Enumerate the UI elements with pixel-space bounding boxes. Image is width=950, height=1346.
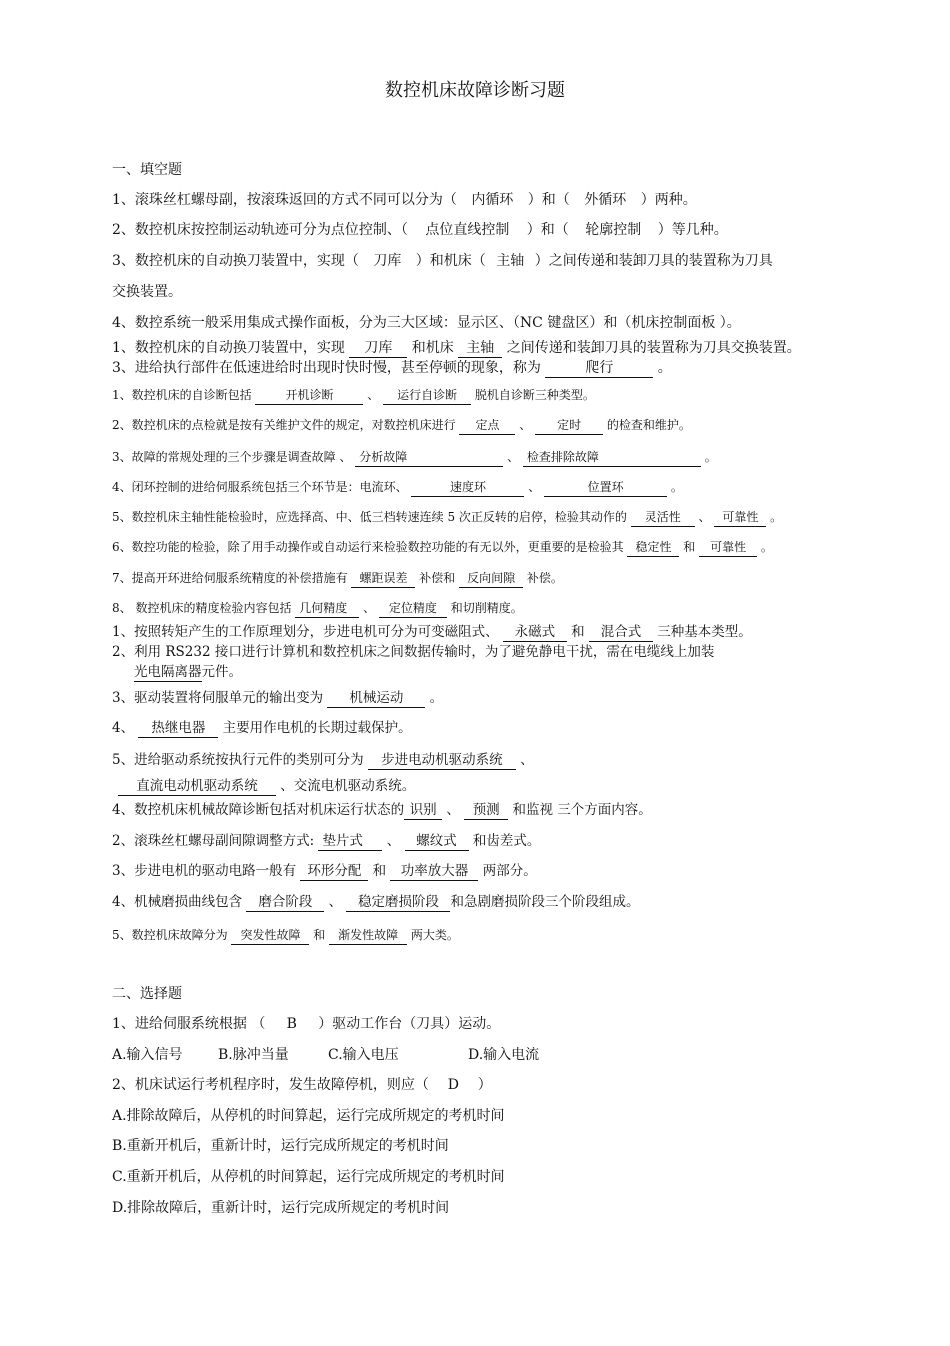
question-text: 。 [425,690,444,706]
question-text: 1、进给伺服系统根据 （ [112,1016,270,1032]
question-text: ）等几种。 [653,222,728,238]
question-text: ）。 [715,315,741,331]
answer-blank: 识别 [404,802,442,820]
answer-blank: 运行自诊断 [383,387,471,405]
question-text: 2、数控机床按控制运动轨迹可分为点位控制、（ [112,222,413,238]
question-text: 3、驱动装置将伺服单元的输出变为 [112,690,328,706]
question-text: 6、数控功能的检验，除了用手动操作或自动运行来检验数控功能的有无以外，更重要的是检验其 [112,540,628,554]
answer-blank: 混合式 [589,624,653,642]
question-text: 4、数控系统一般采用集成式操作面板，分为三大区域：显示区、（ [112,315,520,331]
question-text: 、 [524,480,545,494]
question-line [112,415,691,435]
answer-blank: 灵活性 [631,509,695,527]
choice-options [112,1045,539,1065]
answer-text: 机床控制面板 [631,315,716,331]
option-text: C.输入电压 [328,1047,399,1063]
question-line [112,537,773,557]
answer-blank: 环形分配 [300,863,368,881]
answer-blank: 定位精度 [379,600,447,618]
answer-blank: 定时 [535,417,603,435]
question-text: 。 [653,360,672,376]
question-line [112,338,801,358]
question-line [112,892,639,912]
question-line [112,385,595,405]
question-text: 、 [324,894,347,910]
question-line [112,831,540,851]
question-text: 4、数控机床机械故障诊断包括对机床运行状态的 [112,802,405,818]
option-text: A.输入信号 [112,1047,183,1063]
question-text: 1、数控机床的自诊断包括 [112,388,256,402]
question-text: 2、机床试运行考机程序时，发生故障停机，则应（ [112,1077,434,1093]
question-line [112,598,523,618]
choice-question [112,1075,492,1095]
question-text: 4、机械磨损曲线包含 [112,894,247,910]
question-text: 7、提高开环进给伺服系统精度的补偿措施有 [112,571,352,585]
option-line: C.重新开机后，从停机的时间算起，运行完成所规定的考机时间 [112,1169,505,1185]
question-text: 、 [363,388,384,402]
question-text: 和 [566,624,589,640]
question-text: 和 [368,863,391,879]
question-text: 脱机自诊断三种类型。 [471,388,595,402]
option-line: D.排除故障后，重新计时，运行完成所规定的考机时间 [112,1200,450,1216]
answer-blank: 磨合阶段 [246,894,324,912]
question-text: 两大类。 [407,928,459,942]
question-line [112,718,412,738]
answer-blank: 定点 [459,417,515,435]
section-heading-fill: 一、填空题 [112,162,182,178]
question-text: 3、进给执行部件在低速进给时出现时快时慢，甚至停顿的现象，称为 [112,360,546,376]
answer-blank: 稳定性 [627,539,679,557]
question-text: 。 [766,510,783,524]
answer-blank: 刀库 [349,340,407,358]
question-text: 8、 数控机床的精度检验内容包括 [112,601,296,615]
question-text: 2、数控机床的点检就是按有关维护文件的规定，对数控机床进行 [112,418,460,432]
question-text: 、 [503,450,523,464]
answer-blank: 功率放大器 [390,863,478,881]
question-line [112,477,683,497]
answer-text: 轮廓控制 [585,222,642,238]
question-line [112,861,537,881]
question-text: 和齿差式。 [468,833,541,849]
question-line-continuation: 交换装置。 [112,284,182,300]
question-text: 三种基本类型。 [652,624,752,640]
question-text: 之间传递和装卸刀具的装置称为刀具交换装置。 [502,340,801,356]
option-line: A.排除故障后，从停机的时间算起，运行完成所规定的考机时间 [112,1108,505,1124]
answer-text: 刀库 [373,253,402,269]
question-line [112,750,534,770]
answer-blank: 可靠性 [699,539,757,557]
question-line [112,358,672,378]
question-text: ）和（ [589,315,632,331]
question-text: 、 [515,752,534,768]
question-text: 和急剧磨损阶段三个阶段组成。 [450,894,640,910]
answer-blank: 机械运动 [327,690,425,708]
answer-blank: 位置环 [544,479,667,497]
question-text: 3、数控机床的自动换刀装置中，实现（ [112,253,364,269]
question-text: 、 [694,510,715,524]
question-text: ）和（ [522,222,574,238]
question-text: 1、滚珠丝杠螺母副，按滚珠返回的方式不同可以分为（ [112,192,462,208]
answer-blank: 分析故障 [355,449,503,467]
question-text: 和机床 [407,340,459,356]
answer-text: 内循环 [471,192,514,208]
section-heading-choice: 二、选择题 [112,986,182,1002]
answer-blank: 垫片式 [318,833,382,851]
question-line-continuation [112,776,415,796]
answer-blank: 可靠性 [714,509,766,527]
question-line [112,925,459,945]
answer-blank: 预测 [464,802,508,820]
answer-blank: 检查排除故障 [523,449,701,467]
answer-blank: 主轴 [458,340,502,358]
question-text: ）两种。 [636,192,697,208]
question-text: 两部分。 [478,863,537,879]
answer-blank: 螺纹式 [405,833,469,851]
question-line [112,447,717,467]
question-text: ）之间传递和装卸刀具的装置称为刀具 [530,253,773,269]
question-text: 5、数控机床故障分为 [112,928,232,942]
answer-blank: 几何精度 [295,600,359,618]
question-text: 和 [679,540,700,554]
question-text: 、 [359,601,379,615]
question-text: 1、按照转矩产生的工作原理划分，步进电机可分为可变磁阻式、 [112,624,503,640]
question-line [112,251,773,271]
answer-blank: 反向间隙 [459,570,523,588]
answer-blank: 步进电动机驱动系统 [368,752,516,770]
option-text: D.输入电流 [468,1047,540,1063]
question-text: 3、步进电机的驱动电路一般有 [112,863,301,879]
answer-text: B [286,1016,297,1032]
answer-blank: 稳定磨损阶段 [346,894,450,912]
question-text: 5、进给驱动系统按执行元件的类别可分为 [112,752,368,768]
question-text: 5、数控机床主轴性能检验时，应选择高、中、低三档转速连续 5 次正反转的启停，检验其动作的 [112,510,631,524]
answer-blank: 光电隔离器 [134,664,202,680]
question-text: 3、故障的常规处理的三个步骤是调查故障 、 [112,450,356,464]
question-text: 和 [309,928,330,942]
question-text: 、交流电机驱动系统。 [276,778,416,794]
question-text: 、 [382,833,405,849]
question-text: 元件。 [201,664,242,680]
answer-text: 外循环 [584,192,627,208]
question-text: 。 [757,540,773,554]
answer-blank: 热继电器 [138,720,218,738]
question-line: 2、利用 RS232 接口进行计算机和数控机床之间数据传输时，为了避免静电干扰，需在电缆线上加装 [112,644,715,660]
question-text: 。 [667,480,683,494]
question-text: ）和机床（ [411,253,491,269]
question-text: 和监视 三个方面内容。 [508,802,652,818]
question-line [112,507,782,527]
answer-text: NC 键盘区 [519,315,590,331]
question-text: 2、滚珠丝杠螺母副间隙调整方式: [112,833,319,849]
question-line [112,190,697,210]
question-text: 和切削精度。 [446,601,523,615]
question-text: ）驱动工作台（刀具）运动。 [313,1016,501,1032]
question-text: 1、数控机床的自动换刀装置中，实现 [112,340,350,356]
question-text: 补偿。 [523,571,563,585]
answer-blank: 开机诊断 [255,387,363,405]
question-line [112,568,563,588]
question-line [112,313,741,333]
question-text: 主要用作电机的长期过载保护。 [218,720,412,736]
question-line [112,220,728,240]
option-text: B.脉冲当量 [218,1047,289,1063]
answer-blank: 爬行 [545,360,653,378]
question-text: 。 [700,450,717,464]
answer-blank: 速度环 [411,479,524,497]
question-line-continuation [134,662,242,682]
choice-question [112,1014,500,1034]
answer-blank: 永磁式 [503,624,567,642]
question-line [112,688,443,708]
answer-blank: 螺距误差 [351,570,415,588]
option-line: B.重新开机后，重新计时，运行完成所规定的考机时间 [112,1138,449,1154]
question-text: 4、 [112,720,139,736]
question-text: ）和（ [523,192,575,208]
question-line [112,800,652,820]
question-text: 、 [442,802,465,818]
question-text: 、 [515,418,536,432]
question-text: 补偿和 [415,571,460,585]
answer-blank: 直流电动机驱动系统 [118,778,276,796]
page-title: 数控机床故障诊断习题 [385,80,565,101]
question-line [112,622,752,642]
answer-text: D [447,1077,459,1093]
answer-blank: 突发性故障 [231,927,309,945]
answer-blank: 渐发性故障 [329,927,407,945]
question-text: 4、闭环控制的进给伺服系统包括三个环节是：电流环、 [112,480,412,494]
answer-text: 主轴 [496,253,525,269]
question-text: ） [473,1077,492,1093]
question-text: 的检查和维护。 [603,418,691,432]
answer-text: 点位直线控制 [425,222,510,238]
